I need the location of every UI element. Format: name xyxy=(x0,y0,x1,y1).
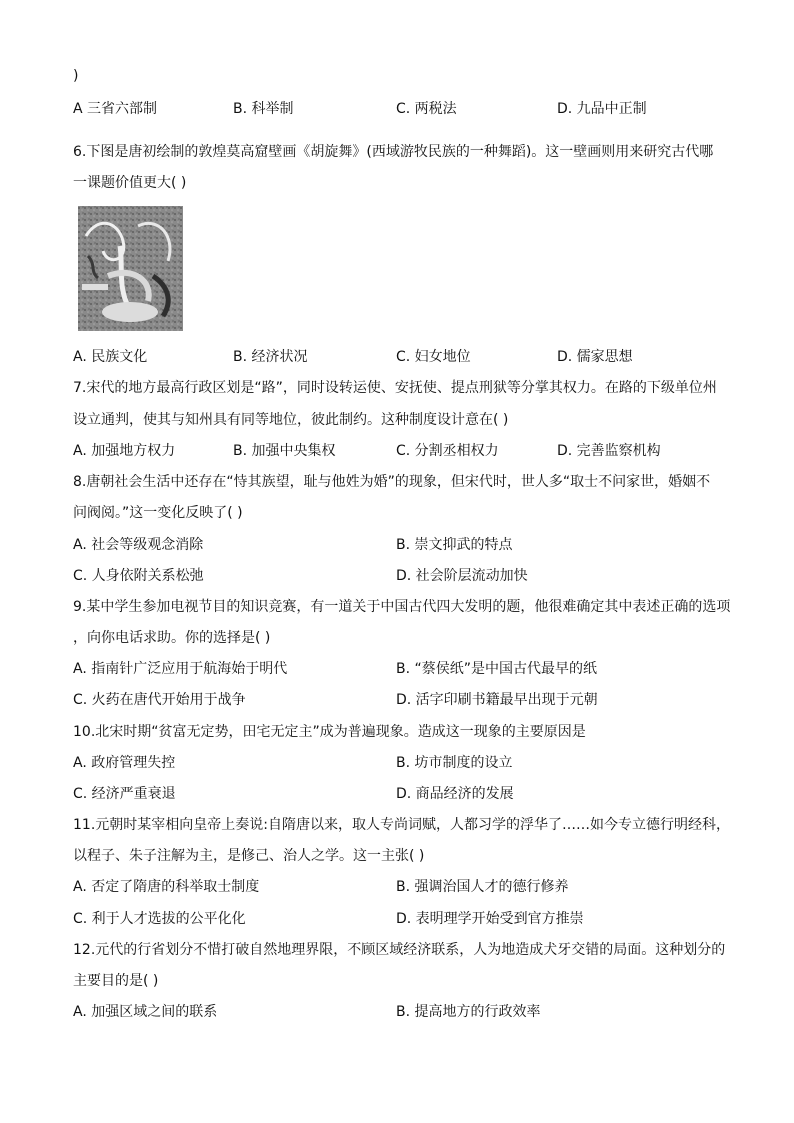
q6-option-c[interactable]: C. 妇女地位 xyxy=(396,349,471,365)
q5-option-c[interactable]: C. 两税法 xyxy=(396,101,457,117)
q11-option-b[interactable]: B. 强调治国人才的德行修养 xyxy=(396,879,569,895)
q9-option-d[interactable]: D. 活字印刷书籍最早出现于元朝 xyxy=(396,692,598,708)
q12-stem-line1: 12.元代的行省划分不惜打破自然地理界限，不顾区域经济联系，人为地造成犬牙交错的局面。这种划分的 xyxy=(73,942,726,958)
q7-stem-line1: 7.宋代的地方最高行政区划是“路”，同时设转运使、安抚使、提点刑狱等分掌其权力。在路的下级单位州 xyxy=(73,380,717,396)
q5-option-d[interactable]: D. 九品中正制 xyxy=(557,101,647,117)
q11-stem-line1: 11.元朝时某宰相向皇帝上奏说:自隋唐以来，取人专尚词赋，人都习学的浮华了……如今专立德行明经科， xyxy=(73,817,730,833)
q7-stem-line2: 设立通判，使其与知州具有同等地位，彼此制约。这种制度设计意在( ) xyxy=(73,412,509,428)
q11-option-d[interactable]: D. 表明理学开始受到官方推崇 xyxy=(396,911,584,927)
q9-stem-line2: ，向你电话求助。你的选择是( ) xyxy=(73,630,271,646)
q10-option-d[interactable]: D. 商品经济的发展 xyxy=(396,786,514,802)
q10-option-c[interactable]: C. 经济严重衰退 xyxy=(73,786,176,802)
q8-option-c[interactable]: C. 人身依附关系松弛 xyxy=(73,568,204,584)
q8-stem-line1: 8.唐朝社会生活中还存在“恃其族望，耻与他姓为婚”的现象，但宋代时，世人多“取士不问家世，婚姻不 xyxy=(73,474,711,490)
q10-option-a[interactable]: A. 政府管理失控 xyxy=(73,755,176,771)
q5-option-a[interactable]: A 三省六部制 xyxy=(73,101,158,117)
q12-option-a[interactable]: A. 加强区域之间的联系 xyxy=(73,1004,218,1020)
q6-stem-line2: 一课题价值更大( ) xyxy=(73,175,187,191)
q12-option-b[interactable]: B. 提高地方的行政效率 xyxy=(396,1004,541,1020)
q6-option-a[interactable]: A. 民族文化 xyxy=(73,349,148,365)
q5-option-b[interactable]: B. 科举制 xyxy=(233,101,294,117)
q8-option-b[interactable]: B. 崇文抑武的特点 xyxy=(396,537,513,553)
q9-option-b[interactable]: B. “蔡侯纸”是中国古代最早的纸 xyxy=(396,661,598,677)
q8-stem-line2: 问阀阅。”这一变化反映了( ) xyxy=(73,505,243,521)
q6-stem-line1: 6.下图是唐初绘制的敦煌莫高窟壁画《胡旋舞》(西域游牧民族的一种舞蹈)。这一壁画则用来研究古代哪 xyxy=(73,144,714,160)
q7-option-a[interactable]: A. 加强地方权力 xyxy=(73,443,176,459)
q5-stem-tail: ) xyxy=(73,68,79,84)
q9-option-a[interactable]: A. 指南针广泛应用于航海始于明代 xyxy=(73,661,288,677)
q8-option-a[interactable]: A. 社会等级观念消除 xyxy=(73,537,204,553)
q6-option-b[interactable]: B. 经济状况 xyxy=(233,349,308,365)
q7-option-d[interactable]: D. 完善监察机构 xyxy=(557,443,661,459)
q11-option-c[interactable]: C. 利于人才选拔的公平化化 xyxy=(73,911,246,927)
q11-stem-line2: 以程子、朱子注解为主，是修己、治人之学。这一主张( ) xyxy=(73,848,425,864)
q12-stem-line2: 主要目的是( ) xyxy=(73,973,159,989)
mural-image xyxy=(78,206,183,331)
q8-option-d[interactable]: D. 社会阶层流动加快 xyxy=(396,568,528,584)
q9-option-c[interactable]: C. 火药在唐代开始用于战争 xyxy=(73,692,246,708)
q10-stem-line1: 10.北宋时期“贫富无定势，田宅无定主”成为普遍现象。造成这一现象的主要原因是 xyxy=(73,724,586,740)
q7-option-b[interactable]: B. 加强中央集权 xyxy=(233,443,336,459)
q9-stem-line1: 9.某中学生参加电视节目的知识竞赛，有一道关于中国古代四大发明的题，他很难确定其中表述正确的选项 xyxy=(73,599,731,615)
q6-option-d[interactable]: D. 儒家思想 xyxy=(557,349,633,365)
q7-option-c[interactable]: C. 分割丞相权力 xyxy=(396,443,499,459)
q10-option-b[interactable]: B. 坊市制度的设立 xyxy=(396,755,513,771)
q11-option-a[interactable]: A. 否定了隋唐的科举取士制度 xyxy=(73,879,260,895)
